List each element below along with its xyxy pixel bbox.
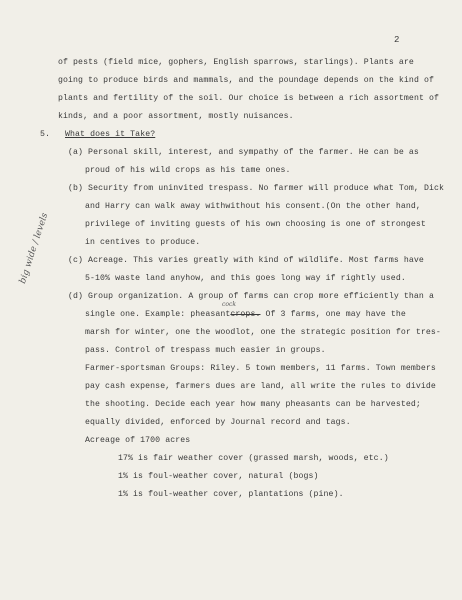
item-d-line: pass. Control of trespass much easier in groups. xyxy=(85,346,326,355)
struck-word: crops. xyxy=(230,310,261,319)
item-d-line: (d) Group organization. A group of farms can crop more efficiently than a xyxy=(68,292,434,301)
paragraph-line: kinds, and a poor assortment, mostly nuisances. xyxy=(58,112,294,121)
item-d-text: Of 3 farms, one may have the xyxy=(260,310,406,319)
item-d-line xyxy=(85,310,406,320)
item-b-line: privilege of inviting guests of his own choosing is one of strongest xyxy=(85,220,426,229)
item-b-line: in centives to produce. xyxy=(85,238,201,247)
section-heading: What does it Take? xyxy=(65,130,156,139)
acreage-heading: Acreage of 1700 acres xyxy=(85,436,191,445)
item-a-line: proud of his wild crops as his tame ones. xyxy=(85,166,291,175)
acreage-item: 17% is fair weather cover (grassed marsh, woods, etc.) xyxy=(118,454,389,463)
farmer-groups-line: equally divided, enforced by Journal record and tags. xyxy=(85,418,351,427)
item-d-text: single one. Example: pheasant xyxy=(85,310,231,319)
item-b-line: (b) Security from uninvited trespass. No farmer will produce what Tom, Dick xyxy=(68,184,444,193)
paragraph-line: plants and fertility of the soil. Our choice is between a rich assortment of xyxy=(58,94,440,103)
farmer-groups-line: the shooting. Decide each year how many pheasants can be harvested; xyxy=(85,400,421,409)
handwritten-insertion: cock xyxy=(222,301,236,308)
item-c-line: 5-10% waste land anyhow, and this goes long way if rightly used. xyxy=(85,274,406,283)
farmer-groups-line: pay cash expense, farmers dues are land, all write the rules to divide xyxy=(85,382,436,391)
farmer-groups-line: Farmer-sportsman Groups: Riley. 5 town members, 11 farms. Town members xyxy=(85,364,436,373)
acreage-item: 1% is foul-weather cover, natural (bogs) xyxy=(118,472,319,481)
item-d-line: marsh for winter, one the woodlot, one the strategic position for tres- xyxy=(85,328,441,337)
item-a-line: (a) Personal skill, interest, and sympathy of the farmer. He can be as xyxy=(68,148,419,157)
section-number: 5. xyxy=(40,130,51,139)
paragraph-line: going to produce birds and mammals, and the poundage depends on the kind of xyxy=(58,76,434,85)
paragraph-line: of pests (field mice, gophers, English sparrows, starlings). Plants are xyxy=(58,58,414,67)
item-b-line: and Harry can walk away withwithout his consent.(On the other hand, xyxy=(85,202,421,211)
handwritten-margin-note: big wide / levels xyxy=(18,211,51,286)
item-c-line: (c) Acreage. This varies greatly with kind of wildlife. Most farms have xyxy=(68,256,424,265)
acreage-item: 1% is foul-weather cover, plantations (pine). xyxy=(118,490,344,499)
page-number: 2 xyxy=(394,35,400,45)
